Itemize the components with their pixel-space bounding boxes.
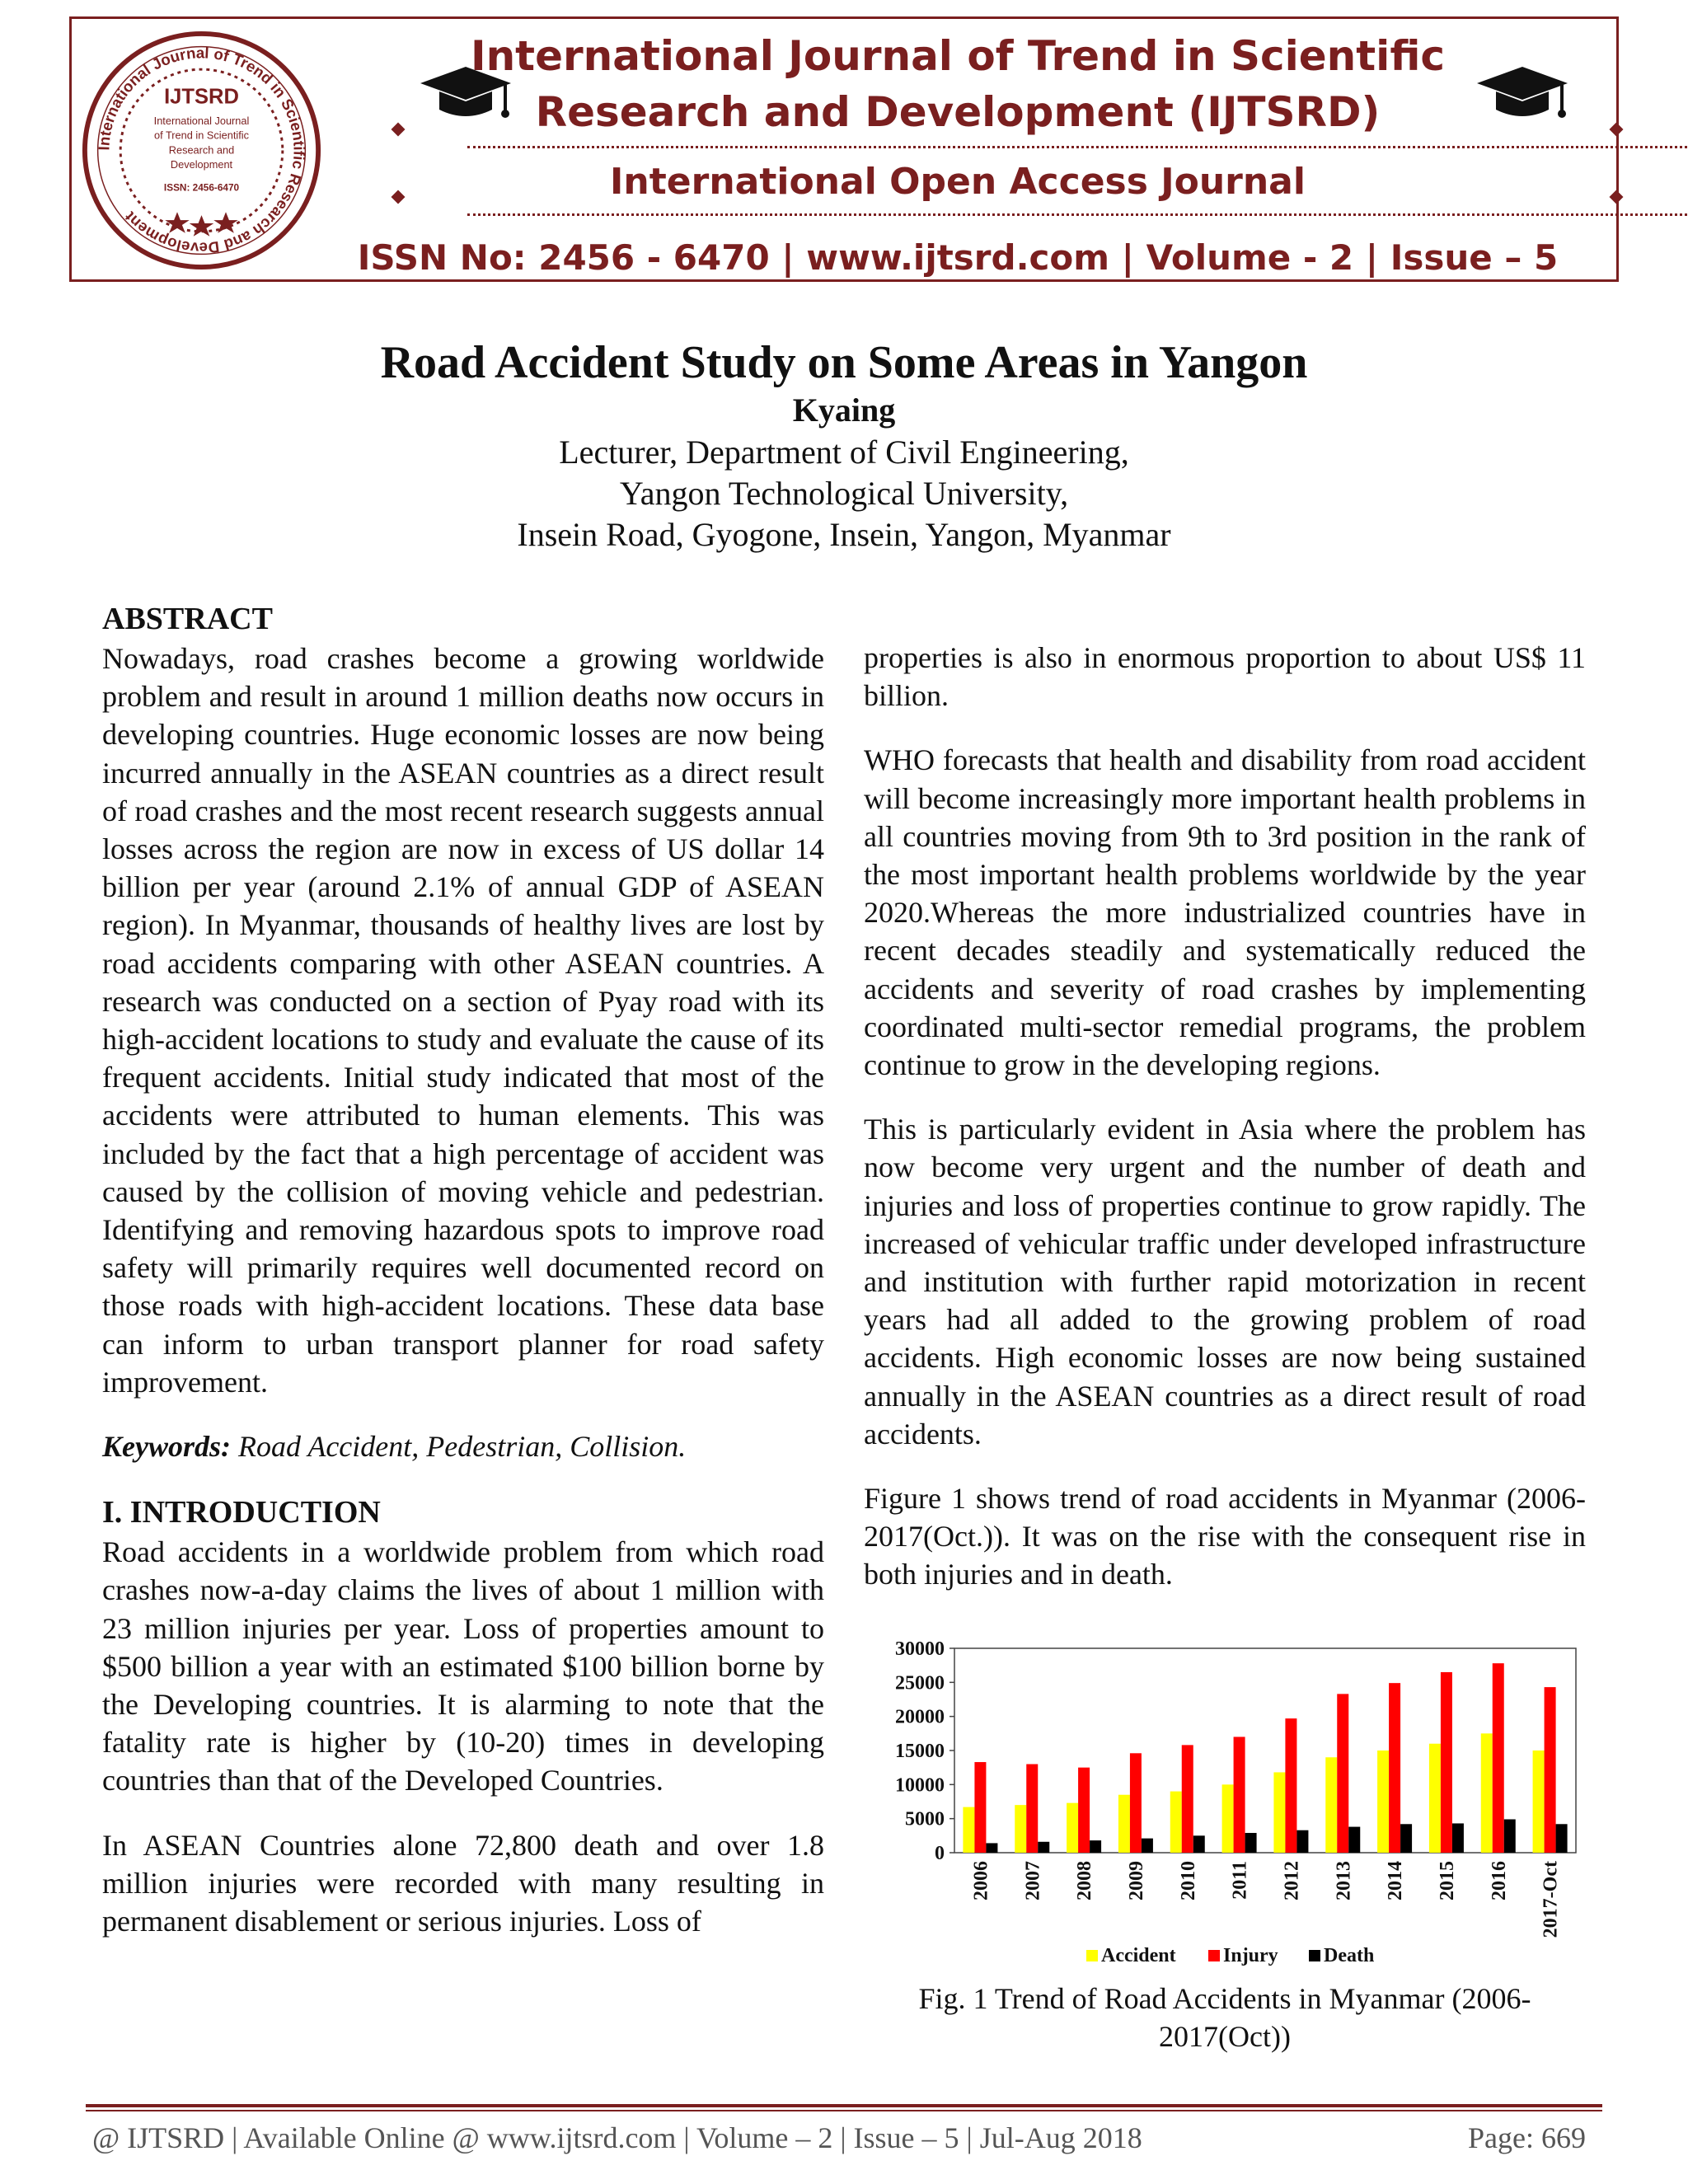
x-tick-label: 2007 [1022, 1861, 1044, 1900]
affiliation-line: Insein Road, Gyogone, Insein, Yangon, Myanmar [517, 516, 1171, 553]
body-paragraph: properties is also in enormous proportion to about US$ 11 billion. [864, 641, 1586, 713]
intro-heading: I. INTRODUCTION [102, 1495, 381, 1530]
bar-accident [1533, 1750, 1545, 1853]
affiliation-line: Yangon Technological University, [619, 475, 1069, 512]
x-tick-label: 2013 [1333, 1861, 1355, 1900]
x-tick-label: 2008 [1074, 1861, 1096, 1900]
bar-death [1245, 1833, 1257, 1853]
legend-swatch [1309, 1950, 1320, 1961]
intro-paragraph-1: Road accidents in a worldwide problem from which road crashes now-a-day claims the lives of about 1 million with 23 million injuries per year. Loss of properties amount to $500 billion a year with an estimated $100 billion borne by the Developing countries. It is alarming to note that the fatality rate is higher by (10-20) times in developing countries than that of the Developed Countries. [102, 1535, 824, 1797]
intro-paragraph-2: In ASEAN Countries alone 72,800 death and over 1.8 million injuries were recorded with many resulting in permanent disablement or serious injuries. Loss of [102, 1828, 824, 1938]
journal-masthead [69, 16, 1619, 282]
bar-accident [1429, 1744, 1441, 1853]
y-tick-label: 20000 [895, 1706, 945, 1728]
keywords-text: Road Accident, Pedestrian, Collision. [231, 1430, 687, 1464]
bar-accident [1015, 1805, 1026, 1853]
bar-death [1038, 1842, 1049, 1853]
dotted-divider [467, 146, 1687, 148]
svg-text:ISSN: 2456-6470: ISSN: 2456-6470 [163, 181, 240, 194]
y-tick-label: 10000 [895, 1774, 945, 1797]
page-number: Page: 669 [1468, 2121, 1586, 2154]
x-tick-label: 2009 [1125, 1861, 1147, 1900]
paper-title: Road Accident Study on Some Areas in Yangon [380, 337, 1308, 388]
keywords-label: Keywords: [102, 1430, 231, 1464]
bar-accident [963, 1807, 974, 1853]
legend-label: Accident [1101, 1945, 1176, 1966]
bar-injury [1337, 1694, 1348, 1853]
bar-death [1452, 1823, 1464, 1853]
legend-label: Injury [1223, 1945, 1278, 1966]
y-tick-label: 30000 [895, 1638, 945, 1660]
bar-injury [1078, 1768, 1090, 1853]
diamond-ornament [1610, 123, 1624, 137]
svg-text:International Journal: International Journal [153, 115, 250, 128]
bar-injury [1026, 1765, 1038, 1853]
footer-rule [86, 2104, 1602, 2107]
body-paragraph: WHO forecasts that health and disability from road accident will become increasingly more important health problems in all countries moving from 9th to 3rd position in the rank of the most important health problems worldwide by the year 2020.Whereas the more industrialized countries have in recent decades steadily and systematically reduced the accidents and severity of road crashes by implementing coordinated multi-sector remedial programs, the problem continue to grow in the developing regions. [864, 743, 1586, 1082]
journal-seal-logo [80, 29, 323, 272]
bar-accident [1377, 1750, 1389, 1853]
bar-death [1142, 1839, 1153, 1853]
y-tick-label: 5000 [905, 1808, 945, 1830]
body-paragraph: This is particularly evident in Asia where the problem has now become very urgent and the number of death and injuries and loss of properties continue to grow rapidly. The increased of vehicular traffic under developed infrastructure and institution with further rapid motorization in recent years had all added to the growing problem of road accidents. High economic losses are now being sustained annually in the ASEAN countries as a direct result of road accidents. [864, 1113, 1586, 1451]
x-tick-label: 2016 [1488, 1861, 1510, 1900]
y-tick-label: 15000 [895, 1741, 945, 1762]
footer-citation: @ IJTSRD | Available Online @ www.ijtsrd.com | Volume – 2 | Issue – 5 | Jul-Aug 2018 [92, 2121, 1142, 2154]
bar-death [1400, 1824, 1412, 1853]
right-column [864, 639, 1586, 1620]
bar-injury [1545, 1687, 1556, 1853]
figure-caption: Fig. 1 Trend of Road Accidents in Myanmar (2006-2017(Oct)) [918, 1982, 1531, 2053]
bar-injury [974, 1762, 986, 1853]
y-tick-label: 0 [935, 1843, 945, 1864]
journal-issn-line: ISSN No: 2456 - 6470 | www.ijtsrd.com | Volume - 2 | Issue – 5 [357, 237, 1559, 278]
bar-injury [1441, 1672, 1452, 1853]
abstract-heading: ABSTRACT [102, 602, 273, 636]
svg-text:of Trend in Scientific: of Trend in Scientific [154, 129, 249, 142]
bar-accident [1481, 1733, 1493, 1853]
dotted-divider [467, 213, 1687, 216]
x-tick-label: 2017-Oct [1540, 1861, 1562, 1938]
seal-abbr: IJTSRD [164, 85, 239, 109]
journal-name-line1: International Journal of Trend in Scientific [470, 32, 1446, 80]
svg-text:Development: Development [170, 158, 233, 171]
bar-accident [1325, 1757, 1337, 1853]
journal-subtitle: International Open Access Journal [610, 161, 1306, 203]
x-tick-label: 2006 [970, 1861, 992, 1900]
keywords [102, 1427, 824, 1465]
affiliation-line: Lecturer, Department of Civil Engineering, [559, 434, 1129, 471]
bar-death [1504, 1819, 1516, 1853]
legend-swatch [1208, 1950, 1220, 1961]
journal-name-line2: Research and Development (IJTSRD) [535, 88, 1381, 136]
bar-death [986, 1843, 997, 1853]
x-tick-label: 2014 [1385, 1861, 1407, 1900]
bar-injury [1182, 1745, 1193, 1853]
svg-text:Research and: Research and [168, 143, 235, 157]
bar-accident [1222, 1784, 1234, 1853]
bar-death [1193, 1835, 1205, 1853]
bar-death [1296, 1830, 1308, 1853]
x-tick-label: 2010 [1177, 1861, 1199, 1900]
body-paragraph: Figure 1 shows trend of road accidents in Myanmar (2006-2017(Oct.)). It was on the rise with the consequent rise in both injuries and in death. [864, 1482, 1586, 1591]
bar-death [1556, 1824, 1568, 1853]
bar-injury [1234, 1736, 1245, 1853]
bar-accident [1118, 1795, 1130, 1853]
bar-accident [1273, 1772, 1285, 1853]
bar-death [1090, 1840, 1101, 1853]
footer-rule [86, 2110, 1602, 2111]
abstract-text: Nowadays, road crashes become a growing worldwide problem and result in around 1 million deaths now occurs in developing countries. Huge economic losses are now being incurred annually in the ASEAN countries as a direct result of road crashes and the most recent research suggests annual losses across the region are now in excess of US dollar 14 billion per year (around 2.1% of annual GDP of ASEAN region). In Myanmar, thousands of healthy lives are lost by road accidents comparing with other ASEAN countries. A research was conducted on a section of Pyay road with its high-accident locations to study and evaluate the cause of its frequent accidents. Initial study indicated that most of the accidents were attributed to human elements. This was included by the fact that a high percentage of accident was caused by the collision of moving vehicle and pedestrian. Identifying and removing hazardous spots to improve road safety will primarily requires well documented record on those roads with high-accident locations. These data base can inform to urban transport planner for road safety improvement. [102, 642, 824, 1399]
bar-injury [1130, 1753, 1142, 1853]
bar-injury [1389, 1683, 1400, 1853]
diamond-ornament [1610, 190, 1624, 204]
road-accident-trend-chart [864, 1638, 1589, 1976]
bar-accident [1170, 1792, 1182, 1853]
bar-death [1348, 1827, 1360, 1853]
paper-author: Kyaing [792, 391, 896, 429]
x-tick-label: 2015 [1436, 1861, 1458, 1900]
seal-ring-text: International Journal of Trend in Scientific Research and Development [95, 44, 308, 257]
y-tick-label: 25000 [895, 1672, 945, 1694]
legend-label: Death [1324, 1945, 1375, 1966]
bar-accident [1067, 1803, 1078, 1853]
bar-injury [1285, 1718, 1296, 1853]
x-tick-label: 2011 [1229, 1861, 1251, 1900]
legend-swatch [1086, 1950, 1098, 1961]
bar-injury [1493, 1663, 1504, 1853]
left-column [102, 598, 824, 1966]
x-tick-label: 2012 [1281, 1861, 1303, 1900]
